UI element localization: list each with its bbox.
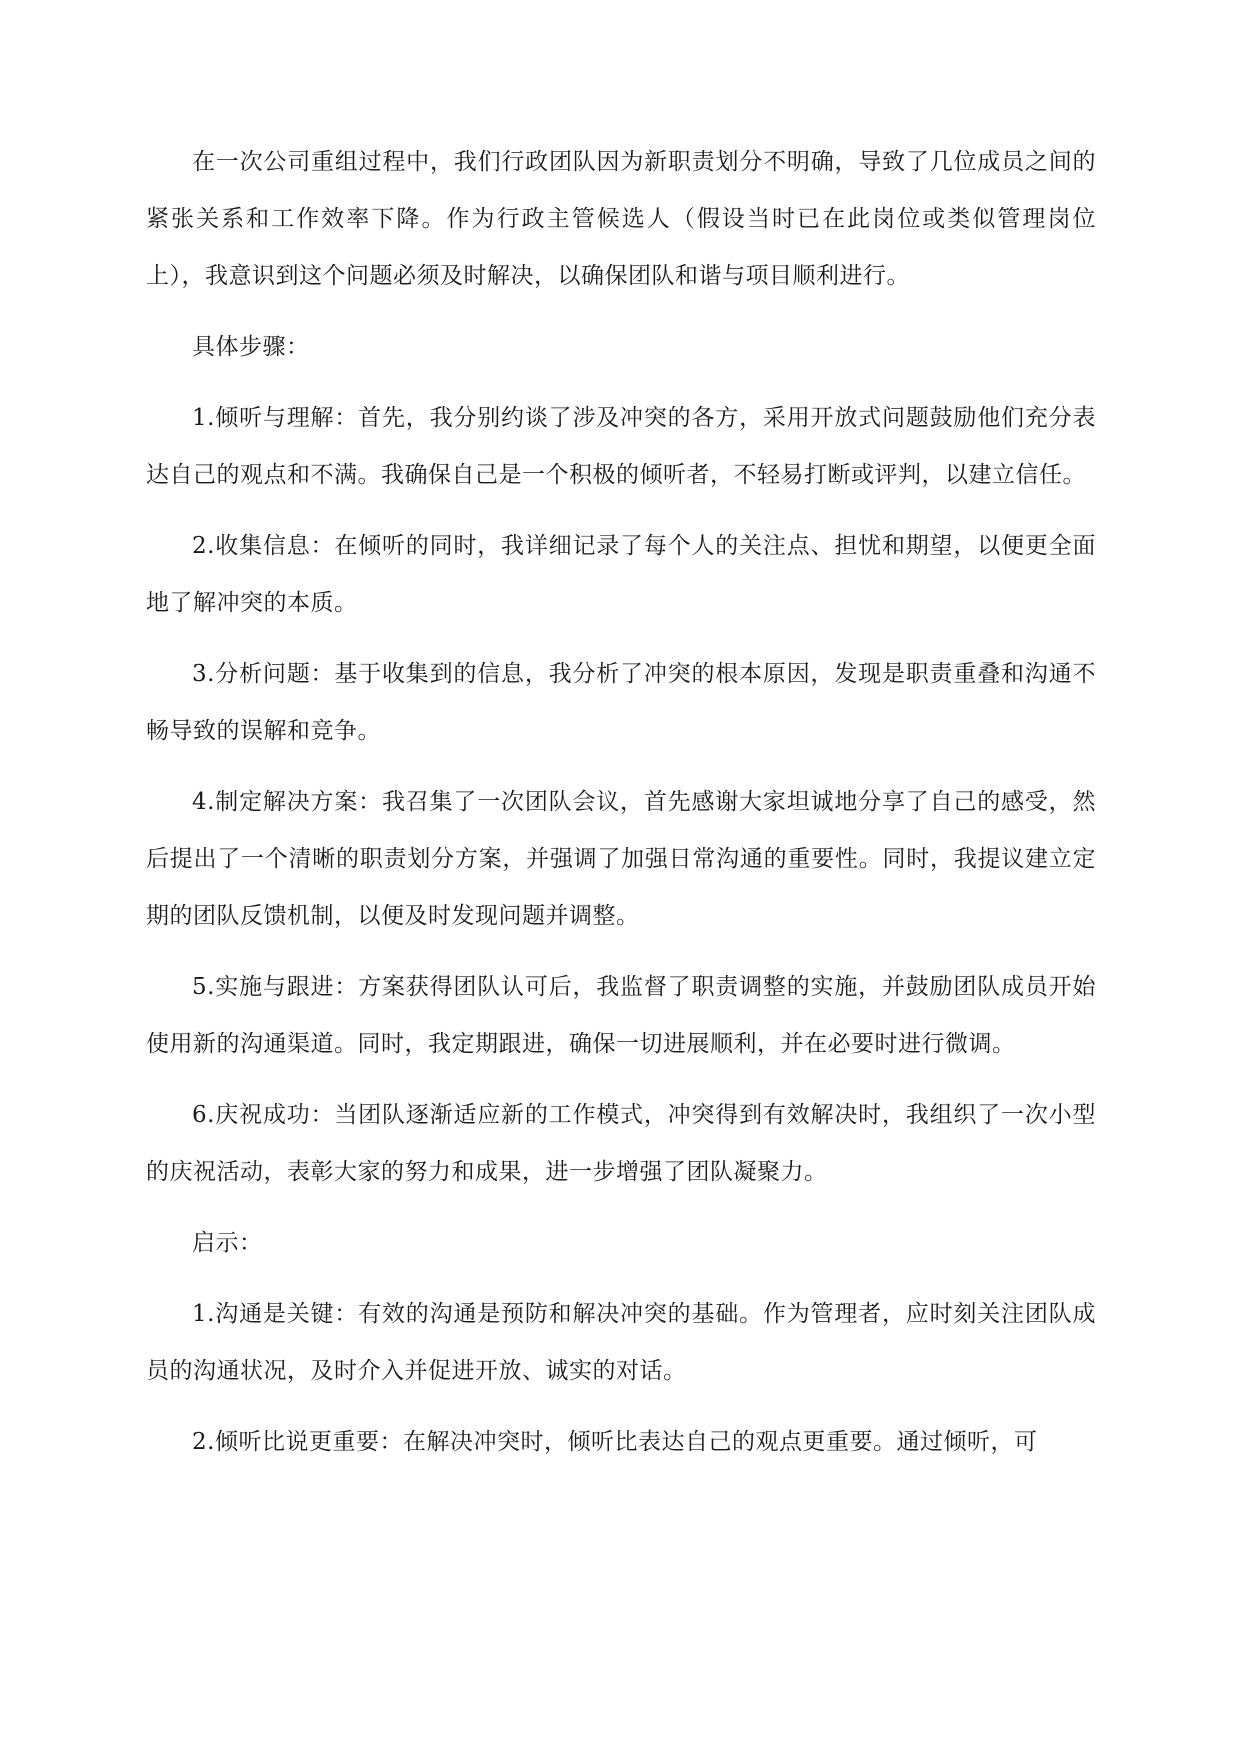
- step-4-paragraph: 4.制定解决方案：我召集了一次团队会议，首先感谢大家坦诚地分享了自己的感受，然后提出了一个清晰的职责划分方案，并强调了加强日常沟通的重要性。同时，我提议建立定期的团队反馈机制，以便及时发现问题并调整。: [146, 789, 1096, 929]
- intro-paragraph: 在一次公司重组过程中，我们行政团队因为新职责划分不明确，导致了几位成员之间的紧张关系和工作效率下降。作为行政主管候选人（假设当时已在此岗位或类似管理岗位上），我意识到这个问题必须及时解决，以确保团队和谐与项目顺利进行。: [146, 149, 1096, 289]
- step-2-paragraph: 2.收集信息：在倾听的同时，我详细记录了每个人的关注点、担忧和期望，以便更全面地了解冲突的本质。: [146, 533, 1096, 616]
- step-3-paragraph: 3.分析问题：基于收集到的信息，我分析了冲突的根本原因，发现是职责重叠和沟通不畅导致的误解和竞争。: [146, 661, 1096, 744]
- step-1-paragraph: 1.倾听与理解：首先，我分别约谈了涉及冲突的各方，采用开放式问题鼓励他们充分表达自己的观点和不满。我确保自己是一个积极的倾听者，不轻易打断或评判，以建立信任。: [146, 405, 1096, 488]
- insight-2-paragraph: 2.倾听比说更重要：在解决冲突时，倾听比表达自己的观点更重要。通过倾听，可: [192, 1429, 1038, 1455]
- steps-heading: 具体步骤：: [192, 334, 310, 360]
- step-5-paragraph: 5.实施与跟进：方案获得团队认可后，我监督了职责调整的实施，并鼓励团队成员开始使用新的沟通渠道。同时，我定期跟进，确保一切进展顺利，并在必要时进行微调。: [146, 974, 1096, 1057]
- document-body: [146, 134, 1096, 1485]
- insights-heading: 启示：: [192, 1230, 263, 1256]
- insight-1-paragraph: 1.沟通是关键：有效的沟通是预防和解决冲突的基础。作为管理者，应时刻关注团队成员的沟通状况，及时介入并促进开放、诚实的对话。: [146, 1301, 1096, 1384]
- step-6-paragraph: 6.庆祝成功：当团队逐渐适应新的工作模式，冲突得到有效解决时，我组织了一次小型的庆祝活动，表彰大家的努力和成果，进一步增强了团队凝聚力。: [146, 1102, 1096, 1185]
